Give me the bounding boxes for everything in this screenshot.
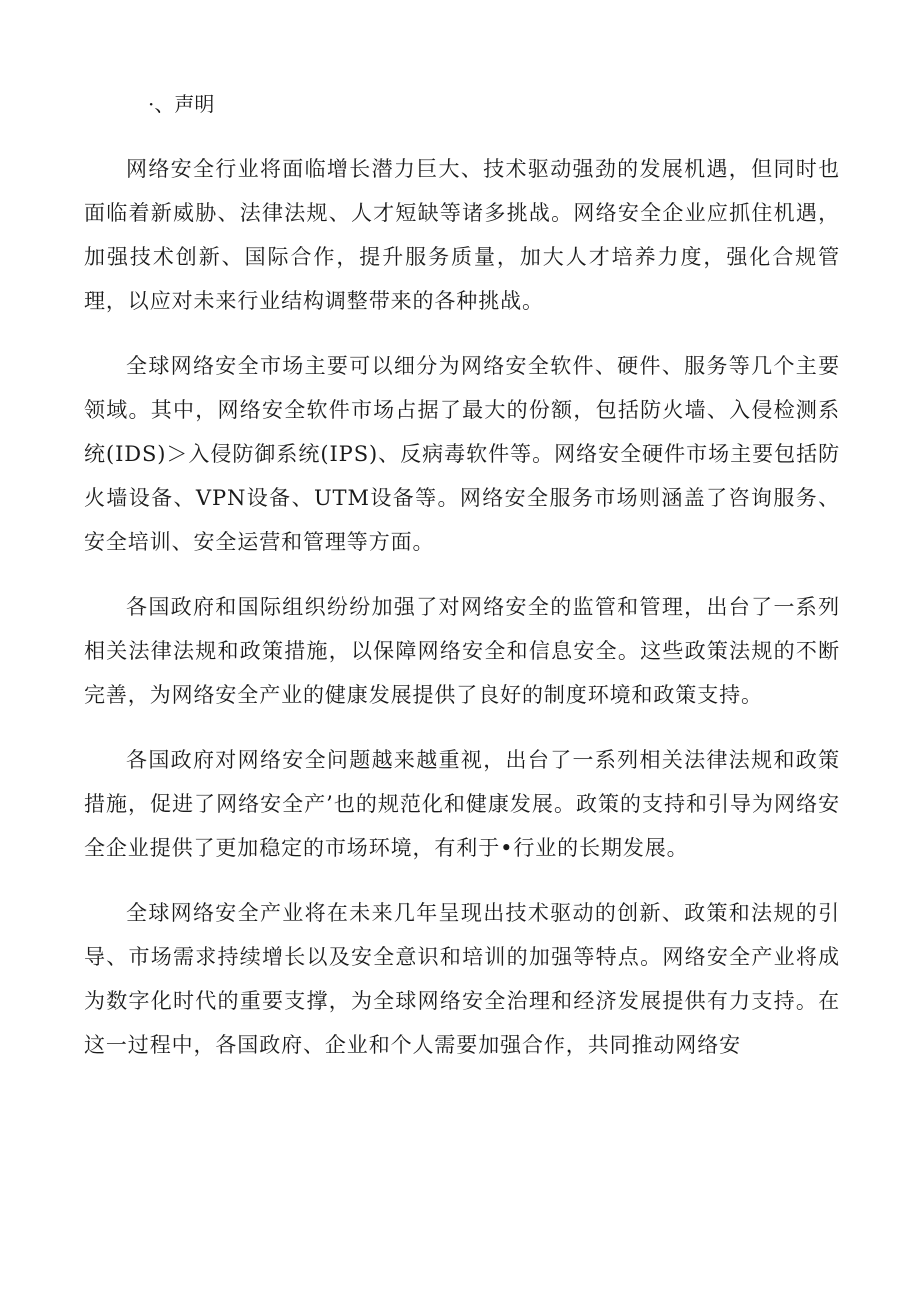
section-heading: ·、声明 (148, 92, 215, 116)
paragraph-policy-support: 各国政府对网络安全问题越来越重视，出台了一系列相关法律法规和政策措施，促进了网络安全产’也的规范化和健康发展。政策的支持和引导为网络安全企业提供了更加稳定的市场环境，有利于•行业的长期发展。 (84, 748, 840, 860)
paragraph-outlook: 网络安全行业将面临增长潜力巨大、技术驱动强劲的发展机遇，但同时也面临着新威胁、法律法规、人才短缺等诸多挑战。网络安全企业应抓住机遇，加强技术创新、国际合作，提升服务质量，加大人才培养力度，强化合规管理，以应对未来行业结构调整带来的各种挑战。 (84, 157, 840, 313)
document-page (84, 82, 840, 1088)
paragraph-regulation: 各国政府和国际组织纷纷加强了对网络安全的监管和管理，出台了一系列相关法律法规和政策措施，以保障网络安全和信息安全。这些政策法规的不断完善，为网络安全产业的健康发展提供了良好的制度环境和政策支持。 (84, 595, 840, 707)
paragraph-future-trends: 全球网络安全产业将在未来几年呈现出技术驱动的创新、政策和法规的引导、市场需求持续增长以及安全意识和培训的加强等特点。网络安全产业将成为数字化时代的重要支撑，为全球网络安全治理和经济发展提供有力支持。在这一过程中，各国政府、企业和个人需要加强合作，共同推动网络安 (84, 901, 840, 1057)
paragraph-market-segments: 全球网络安全市场主要可以细分为网络安全软件、硬件、服务等几个主要领域。其中，网络安全软件市场占据了最大的份额，包括防火墙、入侵检测系统(IDS)＞入侵防御系统(IPS)、反病毒软件等。网络安全硬件市场主要包括防火墙设备、VPN设备、UTM设备等。网络安全服务市场则涵盖了咨询服务、安全培训、安全运营和管理等方面。 (84, 354, 840, 554)
